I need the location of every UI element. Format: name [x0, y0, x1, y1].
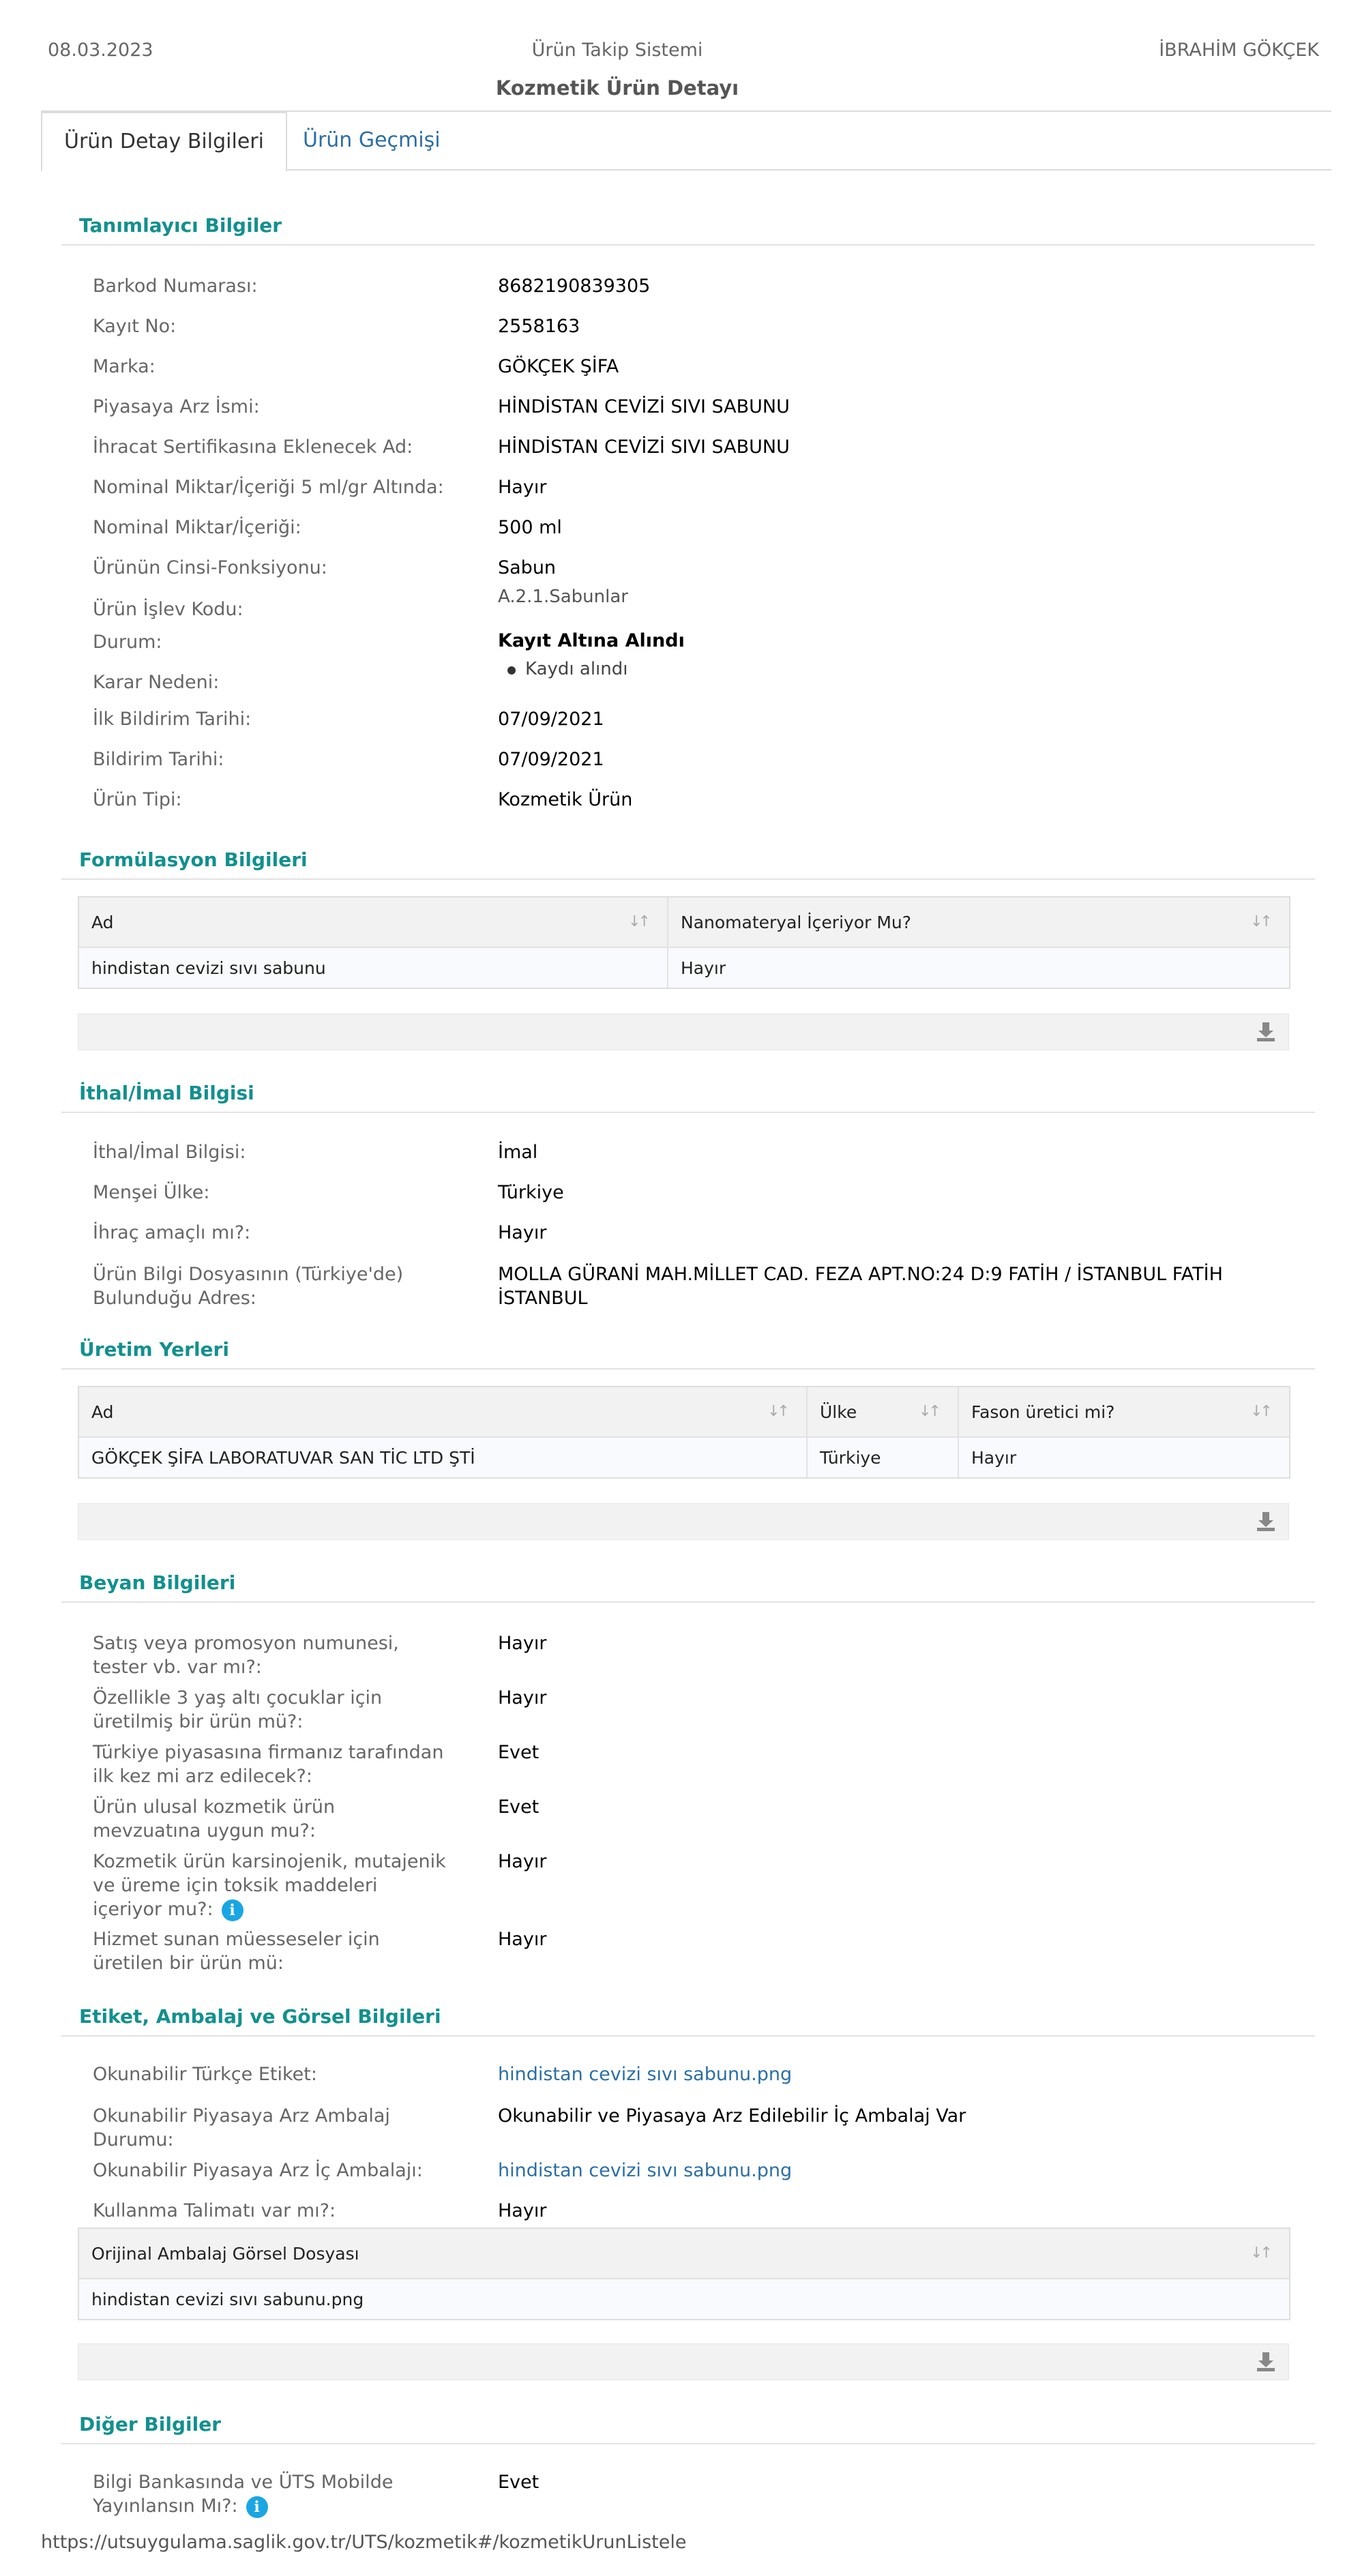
label-mensei: Menşei Ülke:: [93, 1182, 210, 1203]
value-beyan-a4: Evet: [498, 1796, 539, 1818]
value-ambalaj-durumu: Okunabilir ve Piyasaya Arz Edilebilir İç Ambalaj Var: [498, 2105, 966, 2127]
table-footer: [78, 1013, 1289, 1050]
section-title-ithal: İthal/İmal Bilgisi: [79, 1082, 254, 1104]
label-ambalaj-durumu: Okunabilir Piyasaya Arz Ambalaj Durumu:: [93, 2105, 390, 2150]
sort-icon[interactable]: ↓↑: [1250, 913, 1270, 930]
column-header-label: Nanomateryal İçeriyor Mu?: [681, 912, 912, 932]
user-name: İBRAHİM GÖKÇEK: [1159, 40, 1319, 61]
value-nominal-5: Hayır: [498, 477, 547, 498]
label-yayin: [93, 2470, 447, 2518]
section-divider: [61, 1601, 1315, 1603]
label-adres: Ürün Bilgi Dosyasının (Türkiye'de) Bulunduğu Adres:: [93, 1264, 404, 1309]
section-divider: [61, 244, 1315, 246]
sort-icon[interactable]: ↓↑: [1250, 1403, 1270, 1420]
sort-icon[interactable]: ↓↑: [919, 1403, 938, 1420]
value-ihracat-ad: HİNDİSTAN CEVİZİ SIVI SABUNU: [498, 436, 790, 458]
download-icon[interactable]: [1257, 2352, 1275, 2371]
label-durum: Durum:: [93, 632, 162, 653]
column-header-nanomateryal[interactable]: [667, 898, 1289, 947]
table-cell: Hayır: [958, 1438, 1289, 1477]
system-name: Ürün Takip Sistemi: [531, 40, 703, 61]
label-yayin-text: Bilgi Bankasında ve ÜTS Mobilde Yayınlansın Mı?:: [93, 2472, 394, 2517]
value-durum: Kayıt Altına Alındı: [498, 630, 685, 651]
value-urun-tipi: Kozmetik Ürün: [498, 789, 633, 810]
value-nominal: 500 ml: [498, 517, 562, 538]
label-urun-tipi: Ürün Tipi:: [93, 789, 182, 810]
label-beyan-q3: Türkiye piyasasına firmanız tarafından ilk kez mi arz edilecek?:: [93, 1742, 444, 1787]
column-header-ad[interactable]: [79, 898, 667, 947]
link-ic-ambalaj[interactable]: hindistan cevizi sıvı sabunu.png: [498, 2160, 793, 2181]
label-barkod: Barkod Numarası:: [93, 276, 258, 297]
table-cell: Türkiye: [806, 1438, 958, 1477]
column-header-ad[interactable]: [79, 1387, 806, 1436]
value-kayit-no: 2558163: [498, 316, 580, 337]
table-row: [79, 1438, 1289, 1477]
section-title-uretim: Üretim Yerleri: [79, 1338, 229, 1361]
karar-bullet: Kaydı alındı: [525, 659, 628, 679]
value-beyan-a6: Hayır: [498, 1929, 547, 1950]
column-header-ulke[interactable]: [806, 1387, 958, 1436]
tab-urun-gecmisi[interactable]: Ürün Geçmişi: [303, 128, 441, 152]
download-icon[interactable]: [1257, 1022, 1275, 1041]
table-row: [79, 2279, 1289, 2319]
section-divider: [61, 1368, 1315, 1370]
label-nominal: Nominal Miktar/İçeriği:: [93, 517, 301, 538]
sort-icon[interactable]: ↓↑: [1250, 2245, 1270, 2262]
label-bildirim: Bildirim Tarihi:: [93, 749, 224, 770]
column-header-label: Ad: [91, 1402, 114, 1422]
value-arz-ismi: HİNDİSTAN CEVİZİ SIVI SABUNU: [498, 396, 790, 417]
uretim-yeri-link[interactable]: GÖKÇEK ŞİFA LABORATUVAR SAN TİC LTD ŞTİ: [91, 1447, 475, 1468]
label-turkce-etiket: Okunabilir Türkçe Etiket:: [93, 2064, 317, 2085]
section-divider: [61, 2035, 1315, 2037]
value-beyan-a2: Hayır: [498, 1687, 547, 1708]
label-kullanma-talimati: Kullanma Talimatı var mı?:: [93, 2200, 336, 2221]
table-footer: [78, 1503, 1289, 1540]
label-beyan-q5: [93, 1850, 447, 1921]
column-header-label: Ad: [91, 912, 114, 932]
table-header-row: [79, 2229, 1289, 2279]
value-ilk-bildirim: 07/09/2021: [498, 709, 604, 730]
value-bildirim: 07/09/2021: [498, 749, 604, 770]
label-marka: Marka:: [93, 356, 156, 377]
value-beyan-a3: Evet: [498, 1742, 539, 1763]
column-header-label: Orijinal Ambalaj Görsel Dosyası: [91, 2243, 359, 2264]
label-ihracat-ad: İhracat Sertifikasına Eklenecek Ad:: [93, 436, 413, 458]
print-date: 08.03.2023: [48, 40, 153, 61]
value-islev-kodu: A.2.1.Sabunlar: [498, 587, 628, 607]
value-barkod: 8682190839305: [498, 276, 651, 297]
label-beyan-q1: Satış veya promosyon numunesi, tester vb. var mı?:: [93, 1633, 399, 1678]
column-header-fason[interactable]: [958, 1387, 1289, 1436]
label-arz-ismi: Piyasaya Arz İsmi:: [93, 396, 260, 417]
value-beyan-a1: Hayır: [498, 1633, 547, 1654]
formulasyon-table: [78, 896, 1290, 989]
label-kayit-no: Kayıt No:: [93, 316, 177, 337]
table-cell: Hayır: [667, 948, 1289, 988]
label-karar-nedeni: Karar Nedeni:: [93, 672, 220, 693]
value-marka: GÖKÇEK ŞİFA: [498, 356, 619, 377]
uretim-table: [78, 1386, 1290, 1479]
page-title: Kozmetik Ürün Detayı: [495, 76, 739, 100]
info-icon[interactable]: i: [222, 1899, 243, 1921]
value-cinsi: Sabun: [498, 557, 557, 578]
section-title-tanimlayici: Tanımlayıcı Bilgiler: [79, 214, 282, 237]
section-title-beyan: Beyan Bilgileri: [79, 1571, 236, 1594]
sort-icon[interactable]: ↓↑: [767, 1403, 787, 1420]
table-header-row: [79, 1387, 1289, 1438]
table-footer: [78, 2343, 1289, 2380]
value-beyan-a5: Hayır: [498, 1851, 547, 1872]
formulasyon-link[interactable]: hindistan cevizi sıvı sabunu: [91, 958, 326, 978]
link-turkce-etiket[interactable]: hindistan cevizi sıvı sabunu.png: [498, 2064, 793, 2085]
label-ithal-imal: İthal/İmal Bilgisi:: [93, 1142, 246, 1163]
gorsel-dosya-link[interactable]: hindistan cevizi sıvı sabunu.png: [91, 2289, 364, 2309]
value-kullanma-talimati: Hayır: [498, 2200, 547, 2221]
value-yayin: Evet: [498, 2472, 539, 2493]
label-beyan-q6: Hizmet sunan müesseseler için üretilen bir ürün mü:: [93, 1929, 380, 1974]
tab-urun-detay[interactable]: Ürün Detay Bilgileri: [41, 112, 287, 172]
section-title-etiket: Etiket, Ambalaj ve Görsel Bilgileri: [79, 2005, 441, 2028]
label-ic-ambalaj: Okunabilir Piyasaya Arz İç Ambalajı:: [93, 2160, 423, 2181]
column-header-label: Fason üretici mi?: [971, 1402, 1115, 1422]
page-url: https://utsuygulama.saglik.gov.tr/UTS/kozmetik#/kozmetikUrunListele: [41, 2532, 687, 2553]
value-mensei: Türkiye: [498, 1182, 564, 1203]
section-title-formulasyon: Formülasyon Bilgileri: [79, 848, 308, 871]
section-divider: [61, 878, 1315, 880]
value-ihrac: Hayır: [498, 1222, 547, 1243]
section-divider: [61, 2443, 1315, 2444]
label-nominal-5: Nominal Miktar/İçeriği 5 ml/gr Altında:: [93, 477, 444, 498]
value-adres: MOLLA GÜRANİ MAH.MİLLET CAD. FEZA APT.NO:24 D:9 FATİH / İSTANBUL FATİH İSTANBUL: [498, 1264, 1223, 1309]
sort-icon[interactable]: ↓↑: [628, 913, 648, 930]
column-header-gorsel[interactable]: [79, 2229, 1289, 2278]
label-beyan-q2: Özellikle 3 yaş altı çocuklar için üretilmiş bir ürün mü?:: [93, 1687, 383, 1732]
column-header-label: Ülke: [820, 1402, 857, 1422]
download-icon[interactable]: [1257, 1512, 1275, 1531]
value-ithal-imal: İmal: [498, 1142, 538, 1163]
label-ihrac: İhraç amaçlı mı?:: [93, 1222, 251, 1243]
section-divider: [61, 1112, 1315, 1113]
label-beyan-q5-text: Kozmetik ürün karsinojenik, mutajenik ve üreme için toksik maddeleri içeriyor mu?:: [93, 1851, 446, 1920]
label-ilk-bildirim: İlk Bildirim Tarihi:: [93, 709, 252, 730]
label-islev-kodu: Ürün İşlev Kodu:: [93, 599, 243, 620]
gorsel-table: [78, 2227, 1290, 2320]
section-title-diger: Diğer Bilgiler: [79, 2413, 222, 2436]
table-header-row: [79, 898, 1289, 948]
tab-bar: [41, 112, 1331, 171]
label-beyan-q4: Ürün ulusal kozmetik ürün mevzuatına uygun mu?:: [93, 1796, 336, 1841]
label-cinsi: Ürünün Cinsi-Fonksiyonu:: [93, 557, 327, 578]
info-icon[interactable]: i: [246, 2496, 268, 2518]
table-row: [79, 948, 1289, 988]
